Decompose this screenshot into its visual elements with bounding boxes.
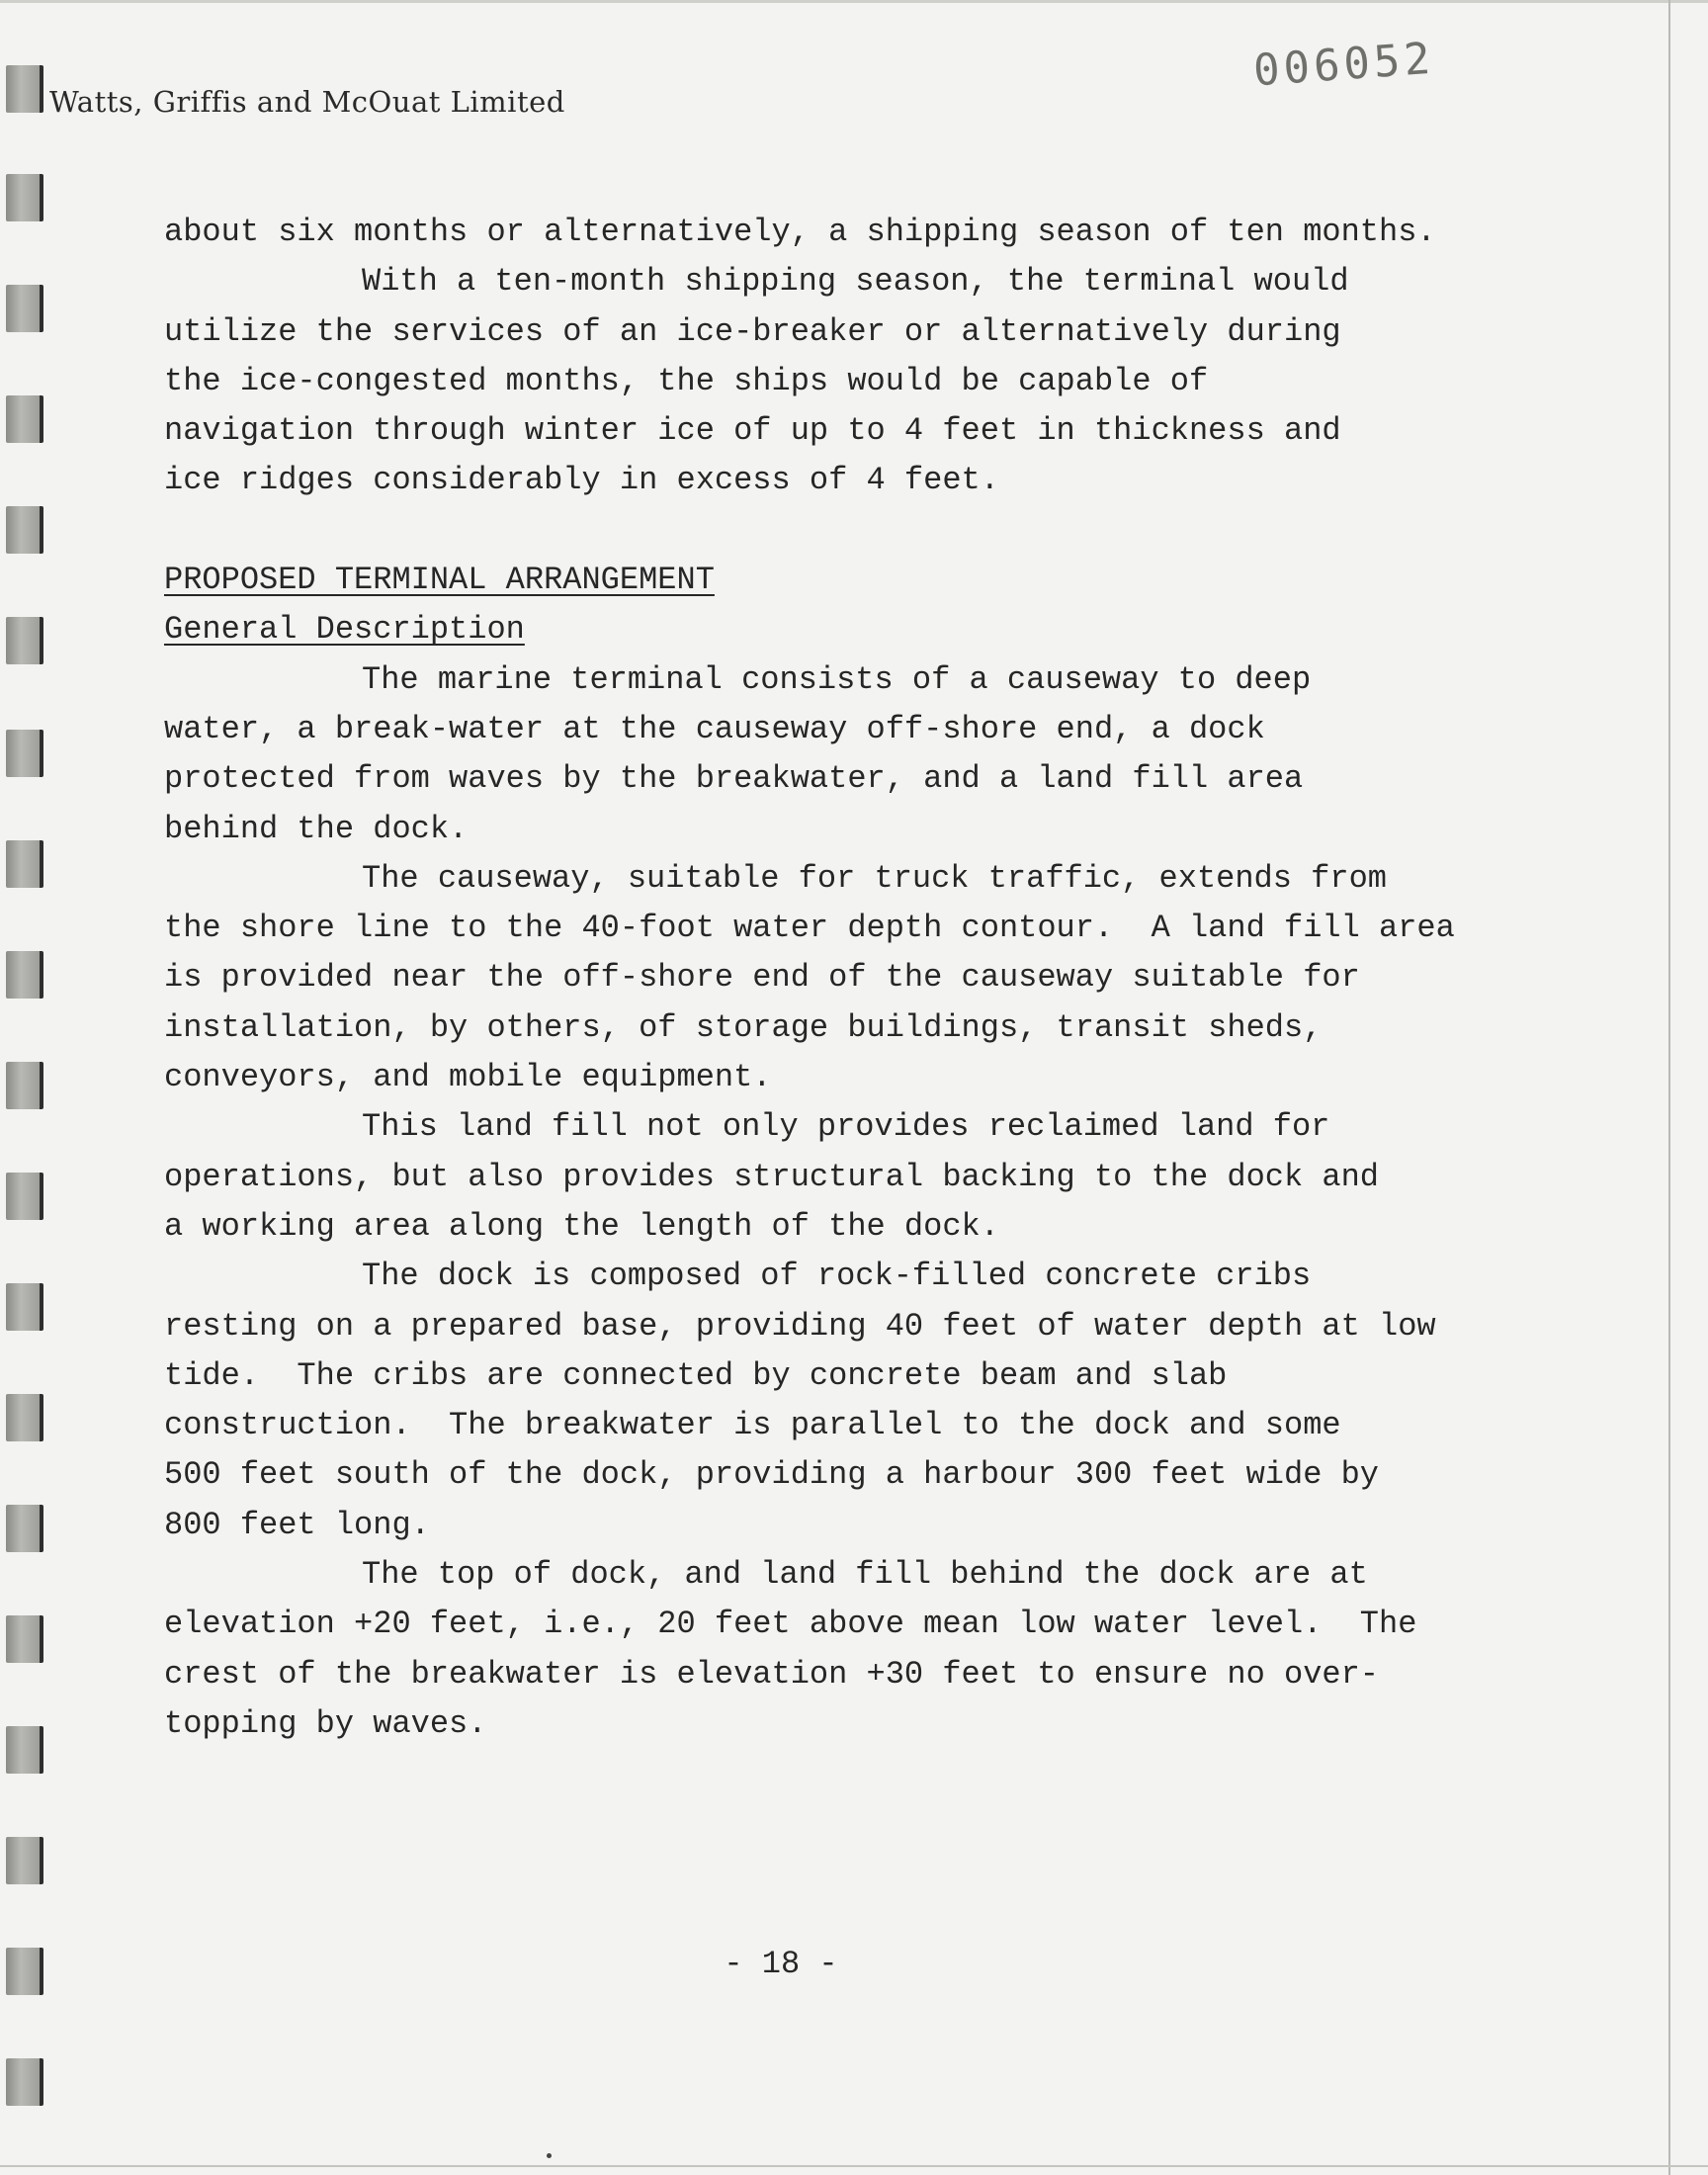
page-top-edge [0, 0, 1708, 3]
text-line: The marine terminal consists of a causeway to deep [362, 660, 1312, 698]
text-line: about six months or alternatively, a shipping season of ten months. [164, 214, 1436, 250]
text-line: conveyors, and mobile equipment. [164, 1059, 772, 1096]
letterhead: Watts, Griffis and McOuat Limited [49, 85, 565, 119]
binding-hole [6, 1505, 43, 1552]
scan-speck [547, 2153, 552, 2158]
text-line: ice ridges considerably in excess of 4 feet. [164, 462, 999, 499]
binding-hole [6, 65, 43, 113]
binding-hole [6, 1173, 43, 1220]
text-line: 800 feet long. [164, 1506, 430, 1543]
text-line: elevation +20 feet, i.e., 20 feet above mean low water level. The [164, 1606, 1417, 1643]
text-line: The dock is composed of rock-filled concrete cribs [362, 1258, 1312, 1295]
text-line: The top of dock, and land fill behind the dock are at [362, 1556, 1368, 1594]
binding-hole [6, 951, 43, 999]
binding-hole [6, 840, 43, 888]
binding-hole [6, 1726, 43, 1774]
binding-hole [6, 1837, 43, 1884]
document-stamp-number: 006052 [1251, 33, 1436, 97]
text-line: utilize the services of an ice-breaker or alternatively during [164, 312, 1341, 350]
text-line: the ice-congested months, the ships would be capable of [164, 362, 1209, 399]
text-line: protected from waves by the breakwater, and a land fill area [164, 760, 1304, 798]
page-right-edge [1668, 0, 1670, 2175]
text-line: water, a break-water at the causeway off-shore end, a dock [164, 710, 1265, 747]
text-line: a working area along the length of the dock. [164, 1207, 999, 1245]
binding-hole [6, 617, 43, 664]
text-line: The causeway, suitable for truck traffic, extends from [362, 859, 1387, 897]
binding-hole [6, 2058, 43, 2106]
subsection-heading: General Description [164, 611, 525, 649]
spiral-binding [0, 0, 51, 2175]
binding-hole [6, 1615, 43, 1663]
text-line: resting on a prepared base, providing 40 feet of water depth at low [164, 1307, 1436, 1345]
text-line: behind the dock. [164, 810, 469, 847]
binding-hole [6, 1062, 43, 1109]
page-number: - 18 - [724, 1946, 838, 1982]
text-line: operations, but also provides structural backing to the dock and [164, 1158, 1379, 1195]
body-text [164, 208, 1548, 1749]
binding-hole [6, 506, 43, 554]
text-line: navigation through winter ice of up to 4 feet in thickness and [164, 412, 1341, 450]
paragraph-gap [164, 506, 1548, 556]
binding-hole [6, 395, 43, 443]
text-line: installation, by others, of storage buildings, transit sheds, [164, 1008, 1323, 1046]
text-line: This land fill not only provides reclaimed land for [362, 1108, 1330, 1146]
binding-hole [6, 1283, 43, 1331]
text-line: the shore line to the 40-foot water depth contour. A land fill area [164, 910, 1455, 947]
binding-hole [6, 730, 43, 777]
text-line: 500 feet south of the dock, providing a harbour 300 feet wide by [164, 1456, 1379, 1494]
section-heading: PROPOSED TERMINAL ARRANGEMENT [164, 562, 715, 599]
binding-hole [6, 1394, 43, 1441]
subsection-heading-line [164, 605, 1548, 654]
text-line: is provided near the off-shore end of the causeway suitable for [164, 959, 1360, 997]
page-bottom-edge [0, 2165, 1708, 2167]
text-line: crest of the breakwater is elevation +30 feet to ensure no over- [164, 1655, 1379, 1693]
binding-hole [6, 174, 43, 221]
section-heading-line [164, 556, 1548, 605]
text-line: tide. The cribs are connected by concrete beam and slab [164, 1356, 1228, 1394]
text-line: topping by waves. [164, 1704, 487, 1742]
binding-hole [6, 285, 43, 332]
text-line: With a ten-month shipping season, the terminal would [362, 263, 1349, 301]
text-line: construction. The breakwater is parallel to the dock and some [164, 1407, 1341, 1444]
